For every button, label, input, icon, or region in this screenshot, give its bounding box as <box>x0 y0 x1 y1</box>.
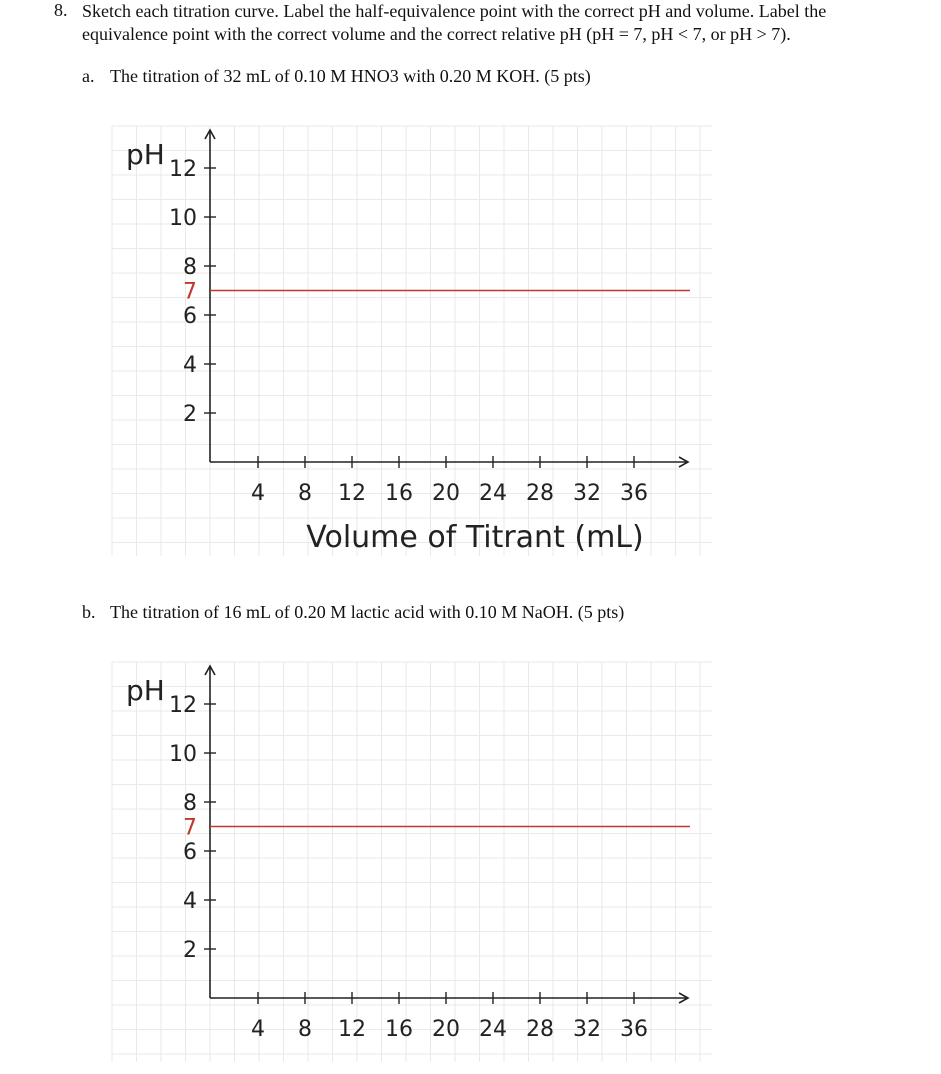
plot-b-x-tick-label: 12 <box>338 1017 366 1042</box>
plot-a-x-tick-label: 32 <box>573 481 601 506</box>
plot-a-x-tick-label: 4 <box>251 481 265 506</box>
plot-b-x-tick-label: 8 <box>298 1017 312 1042</box>
plot-a-x-tick-label: 16 <box>385 481 413 506</box>
part-a-prompt: The titration of 32 mL of 0.10 M HNO3 with 0.20 M KOH. (5 pts) <box>110 66 591 86</box>
plot-b-x-tick-label: 4 <box>251 1017 265 1042</box>
plot-b-y-tick-label: 7 <box>183 815 197 841</box>
plot-b-y-axis-label: pH <box>126 674 165 707</box>
plot-b-grid <box>112 662 712 1062</box>
plot-b-y-tick-label: 4 <box>183 889 197 914</box>
part-b-prompt: The titration of 16 mL of 0.20 M lactic acid with 0.10 M NaOH. (5 pts) <box>110 602 625 622</box>
plot-a-y-axis-label: pH <box>126 138 165 171</box>
plot-b-x-tick-label: 36 <box>620 1017 648 1042</box>
part-a-heading <box>82 66 591 87</box>
question-text: Sketch each titration curve. Label the half-equivalence point with the correct pH and volume. Label the equivalence point with the correct volume and the correct relative pH (pH = 7, pH < 7, or pH > 7). <box>82 1 827 44</box>
plot-a-y-tick-label: 6 <box>183 304 197 329</box>
part-b-label: b. <box>82 602 96 622</box>
plot-b-x-tick-label: 32 <box>573 1017 601 1042</box>
plot-a-y-tick-label: 4 <box>183 353 197 378</box>
plot-a-y-tick-label: 8 <box>183 255 197 280</box>
plot-b-y-tick-label: 2 <box>183 938 197 963</box>
plot-a-x-axis-label: Volume of Titrant (mL) <box>306 520 644 555</box>
plot-a-x-tick-label: 8 <box>298 481 312 506</box>
plot-b-y-tick-label: 6 <box>183 840 197 865</box>
plot-a-x-tick-label: 12 <box>338 481 366 506</box>
plot-a-x-tick-label: 36 <box>620 481 648 506</box>
plot-a <box>0 118 941 578</box>
plot-a-x-tick-label: 20 <box>432 481 460 506</box>
plot-a-y-tick-label: 2 <box>183 402 197 427</box>
plot-b-x-tick-label: 20 <box>432 1017 460 1042</box>
plot-b-y-tick-label: 12 <box>169 693 197 718</box>
plot-a-x-tick-label: 28 <box>526 481 554 506</box>
plot-b-y-tick-label: 8 <box>183 791 197 816</box>
plot-b-x-tick-label: 24 <box>479 1017 507 1042</box>
plot-b-x-tick-label: 28 <box>526 1017 554 1042</box>
plot-b-x-tick-label: 16 <box>385 1017 413 1042</box>
question-number: 8. <box>54 0 68 20</box>
plot-a-y-tick-label: 7 <box>183 279 197 305</box>
part-b-heading <box>82 602 624 623</box>
plot-b-y-tick-label: 10 <box>169 742 197 767</box>
plot-a-y-tick-label: 10 <box>169 206 197 231</box>
plot-a-y-tick-label: 12 <box>169 157 197 182</box>
plot-a-x-tick-label: 24 <box>479 481 507 506</box>
plot-b <box>0 654 941 1074</box>
part-a-label: a. <box>82 66 95 86</box>
